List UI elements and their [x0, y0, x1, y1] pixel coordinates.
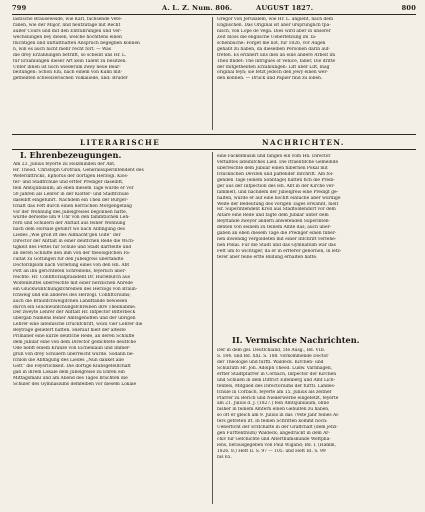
- text-line: außer Cours und mit den Entführungen und Ver-: [13, 28, 122, 34]
- text-line: Pott an ihn gerichteten Schreibens, feyerlich über-: [13, 268, 127, 274]
- page-number-right: 800: [401, 4, 416, 12]
- page-number-left: 799: [12, 4, 27, 12]
- text-line: gab in ihrem Lokale dem Jubelgreise zu Ehren ein: [13, 369, 125, 375]
- text-line: Zeit bloss die englische Ueberfetzung im Ta-: [217, 34, 317, 40]
- honours-article-continued: [217, 154, 413, 261]
- text-line: gen Fürftenthum) Waldeck; abgedruckt in dem Ar-: [217, 431, 330, 437]
- text-line: fchaft das Feft durch einen herrlichen Morgengefang: [13, 203, 132, 209]
- text-line: Mittagsmahl und am Abend des Tages brachten die: [13, 375, 128, 381]
- text-line: ters getreten ift. In feinen Schriften kommt noch:: [217, 419, 328, 425]
- text-line: den können. — Druck und Papier find zu loben.: [217, 76, 323, 82]
- text-line: Lehrer eine lateinische Druckfchrift, wozu vier Lehrer die: [13, 322, 143, 328]
- text-line: die drey Erzählungen betrifft, so scheint uns Hr. L.: [13, 52, 127, 58]
- text-line: reichte. Hr. Confiftorialpräsident Dr. Hurlebufch aus: [13, 274, 131, 280]
- review-continuation-right: [217, 17, 413, 82]
- text-line: Feft um fo wichtiger, da er in erfterer gebornen, in letz-: [217, 249, 342, 254]
- text-line: Ueberficht der Erzfchäfte in der Graffchaft (dem jetzi-: [217, 425, 338, 431]
- text-line: nisch, von Lope de Vega. Dies wird aber in unserer: [217, 28, 331, 34]
- text-line: lastische Brauseweide, wie Karl, fachsende Vete-: [13, 17, 123, 22]
- text-line: 1826. 8.) Heft II. S. 97 — 105. und Heft III. S. 99: [217, 448, 326, 454]
- text-line: verfaßtes lateinifches Lied. Die Ifraelitifche Gemeinde: [217, 159, 339, 165]
- text-line: Hr. Superintendent Kroll aus Stadtoldendorf vor dem: [217, 207, 336, 213]
- text-line: Wolfenbüttel überreichte mit einer herzlichen Anrede: [13, 280, 133, 286]
- text-line: so oft er gleich am 9. Julius in das 79ste Jahr feines Al-: [217, 413, 340, 419]
- text-line: grün von drey Schülern überreicht wurde. Sodann be-: [13, 352, 134, 357]
- text-line: für Erzählungen dieser Art kein Talent zu besitzen.: [13, 58, 127, 64]
- text-line: Liedes „Wie groß ift des Allmächt'gen Güte“ der: [13, 233, 121, 239]
- text-line: ranen, wie der Major, lind heutzutage mit Recht: [13, 22, 121, 28]
- text-line: 50 Jahren als Lehrer in der Klofter- und Stadtfchule: [13, 191, 129, 197]
- text-line: treten. Es erinnert uns dies an eine andere Arbeit im: [217, 52, 336, 58]
- text-line: ger aus der Infpection des Hn. Abt in der Kirche ver-: [217, 183, 335, 189]
- column-divider-bottom: [212, 152, 213, 504]
- text-line: Gregor von Jerusalem, wie Hr. L. angieht, nach dem: [217, 17, 334, 22]
- text-line: Weife der Bedeutung des vorigen Tages erwähnt, hielt: [217, 201, 339, 207]
- text-line: auch die Braunfchweigifchen Landftände bewiesen: [13, 298, 128, 304]
- review-continuation-left: [13, 17, 207, 82]
- text-line: cultät zu Göttingen für den Jubelgreis überfandte: [13, 257, 124, 262]
- text-line: Ode nebft einem Kranze von Eichenlaub und Immer-: [13, 346, 131, 352]
- text-line: der Theologie und fürftl. Waldeck. Kirchen- und: [217, 359, 324, 365]
- text-line: fchule in Corbach, feyerte am 15. Junius als zeither: [217, 389, 332, 395]
- text-line: fein Amtsjubiläum; an eben diesem Tage wurde er vor: [13, 185, 134, 191]
- issue-date: AUGUST 1827.: [256, 4, 314, 12]
- banner-left-word: LITERARISCHE: [80, 138, 161, 147]
- text-line: bisher in feinem Amtern einen Gehülfen zu haben,: [217, 407, 330, 413]
- journal-issue: A. L. Z. Num. 806.: [162, 4, 233, 12]
- text-line: wechslungen bey dieien, welche höchftens einen: [13, 34, 122, 40]
- text-line: eine Fackelmusik und fangen ein vom Hn. Director: [217, 154, 331, 159]
- text-line: durch ein Glückwünfchungsfchreiben ihre Theilnahme.: [13, 304, 137, 310]
- banner-right-word: NACHRICHTEN.: [262, 138, 345, 147]
- text-line: daselbft eingeführt. Nachdem ein Theil der Bürger-: [13, 197, 129, 203]
- text-line: wurde derselbe um 9 Uhr von den fämmtlichen Leh-: [13, 215, 130, 221]
- text-line: tigkeit des Feftes für Schule und Stadt darftellte und: [13, 245, 132, 251]
- text-line: Hr. Theod. Christoph Grotrian, Generalsuperintendent des: [13, 167, 144, 173]
- text-line: Director der Anftalt in einer deutfchen Rede die Wich-: [13, 239, 135, 245]
- text-line: Weferdiftricks, Ephorus der dortigen Herzogl. Klos-: [13, 173, 129, 179]
- text-line: am 21. Julius d. J. (1827.) fein Amtsjubiläum, ohne: [217, 401, 329, 407]
- text-line: Schüler des Gymnasiums demfelben vor diesem Lokale: [13, 381, 137, 387]
- text-line: gehabt zu haben, da dieselben Personen darin auf-: [217, 46, 330, 52]
- text-line: übergab Namens feiner Amtsgenoffen und der übrigen: [13, 316, 136, 322]
- section-banner: [12, 134, 416, 150]
- text-line: original feyn; sie fetzt jedoch den jewy einen wer-: [217, 70, 329, 76]
- honours-article: [13, 162, 207, 388]
- text-line: rern und Schülern der Anftalt aus feiner Wohnung: [13, 221, 126, 227]
- header-rule: [12, 14, 416, 15]
- text-line: Unter ihnen ist noch wiederum zwey neue Bear-: [13, 64, 121, 70]
- text-line: Schulrath Hr. Joh. Adolph Theod. Ludw. Varnhagen,: [217, 365, 333, 371]
- misc-news-article: [217, 348, 413, 461]
- text-line: vor der Wohnung des Jubelgreises begonnen hatte,: [13, 209, 128, 215]
- text-line: erfter Stadtpfarrer in Corbach, Infpector der Kirchen: [217, 371, 337, 377]
- text-line: bis 65.: [217, 454, 232, 460]
- text-line: Englischen. Das Original ist aber ursprünglich fpa-: [217, 22, 331, 28]
- text-line: fchweig und ein anderes des Herzogl. Confiftoriums;: [13, 292, 131, 298]
- text-line: Beyftande zweyer andern anwefenden Superinten-: [217, 219, 331, 225]
- text-line: genden Tage (einem Sonntage) hatten fich die Predi-: [217, 177, 335, 183]
- text-line: flüchtigen und unftatthaften Anspruch begegnen können: [13, 40, 140, 46]
- text-line: und Schulen in dem Diftrict Eifenberg und Amt Lich-: [217, 377, 336, 383]
- text-line: chiv für Gefchichte und Alterthumskunde Weftpha-: [217, 437, 331, 443]
- text-line: nen Pokal. Für die Stadt und das Gymnafium war das: [217, 243, 336, 249]
- text-line: beitungen: Schön Eßi, nach einem von Kuhn mit-: [13, 70, 123, 76]
- text-line: Pfarrer zu Berich und Niederwerbe eingefetzt, feyerte: [217, 395, 339, 401]
- text-line: Beyträge geliefert hatten. Hierauf hielt der älteste: [13, 328, 126, 334]
- heading-ehrenbezeugungen: I. Ehrenbezeugungen.: [20, 150, 122, 160]
- column-divider-top: [212, 17, 213, 130]
- text-line: Der in dem gel. Deutfchland, 5te Ausg., Bd. VIII.: [217, 348, 326, 353]
- text-line: fchicklichen Devifen und paffender Infchrift. Am fol-: [217, 171, 334, 177]
- text-line: terer aber feine erfte Bildung erhalten hatte.: [217, 254, 318, 260]
- text-line: an deren Schluffe den ihm von der theologifchen Fa-: [13, 251, 131, 257]
- text-line: fchloß die Abfingung des Liedes „Nun danket alle: [13, 357, 124, 363]
- heading-vermischte-nachrichten: II. Vermischte Nachrichten.: [232, 335, 360, 345]
- page-header: [12, 3, 416, 15]
- text-line: denten von seinem zu feinem Amte das; auch über-: [217, 225, 332, 231]
- text-line: Doctordiplom nach Vorlefung eines von den Hn. Abt: [13, 262, 130, 268]
- text-line: gaben an eben diesem Tage die Prediger einen filber-: [217, 231, 337, 237]
- text-line: nen inwendig vergoldeten mit einer Infchrift verfehe-: [217, 237, 337, 243]
- text-line: überreichte dem Jubilar einen filbernen Pokal mit: [217, 165, 328, 171]
- text-line: ein Glückwünfchungsfchreiben des Herzogs von Braun-: [13, 286, 138, 292]
- text-line: Der zweyte Lehrer der Anftalt Hr. Infpector Bitterbeck: [13, 310, 136, 316]
- text-line: Theil findet: The intrigues of Venice, faßer, Die dritte: [217, 58, 336, 64]
- text-line: tenfels, Mitglied des Directoriums der fürftl. Landes-: [217, 383, 336, 389]
- text-line: S. 184. und Bd. XXI. S. 188. vorkommende Doctor: [217, 353, 329, 359]
- text-line: getheilten schweizerischen Volkaliede, und: Bruder: [13, 76, 128, 82]
- text-line: Primaner eine kurze deutfche Rede, an deren Schluffe: [13, 334, 135, 340]
- text-line: ter- und Stadtfchule und erfter Prediger daselbft,: [13, 179, 124, 185]
- text-line: nach dem Hörsale geführt wo nach Abfingung des: [13, 227, 125, 233]
- text-line: schenbuche: Forget me not, für 1826, vor Augen: [217, 40, 326, 46]
- text-line: der mitgetheilten Erzählungen: Lift über Lift, mag: [217, 64, 330, 70]
- text-line: lens, herausgegeben von Paul Wigand; Bd. I. (Hamm,: [217, 443, 336, 448]
- text-line: halten, wurde er auf eine höchft einfache aber würdige: [217, 195, 341, 201]
- text-line: fammelt, und nachdem der Jubelgreis eine Predigt ge-: [217, 189, 339, 195]
- text-line: n, will es auch nicht mehr recht fort. — Was: [13, 46, 111, 52]
- text-line: Gott“ die Feyerlichkeit. Die dortige Klubsgefellfchaft: [13, 363, 131, 369]
- text-line: Altare eine Rede und fagte dem Jubilar unter dem: [217, 213, 329, 219]
- text-line: Am 23. Junius feyerte zu Holzminden der Abt,: [13, 162, 116, 167]
- text-line: dem Jubilar eine von dem Director gedichtete deutfche: [13, 340, 136, 346]
